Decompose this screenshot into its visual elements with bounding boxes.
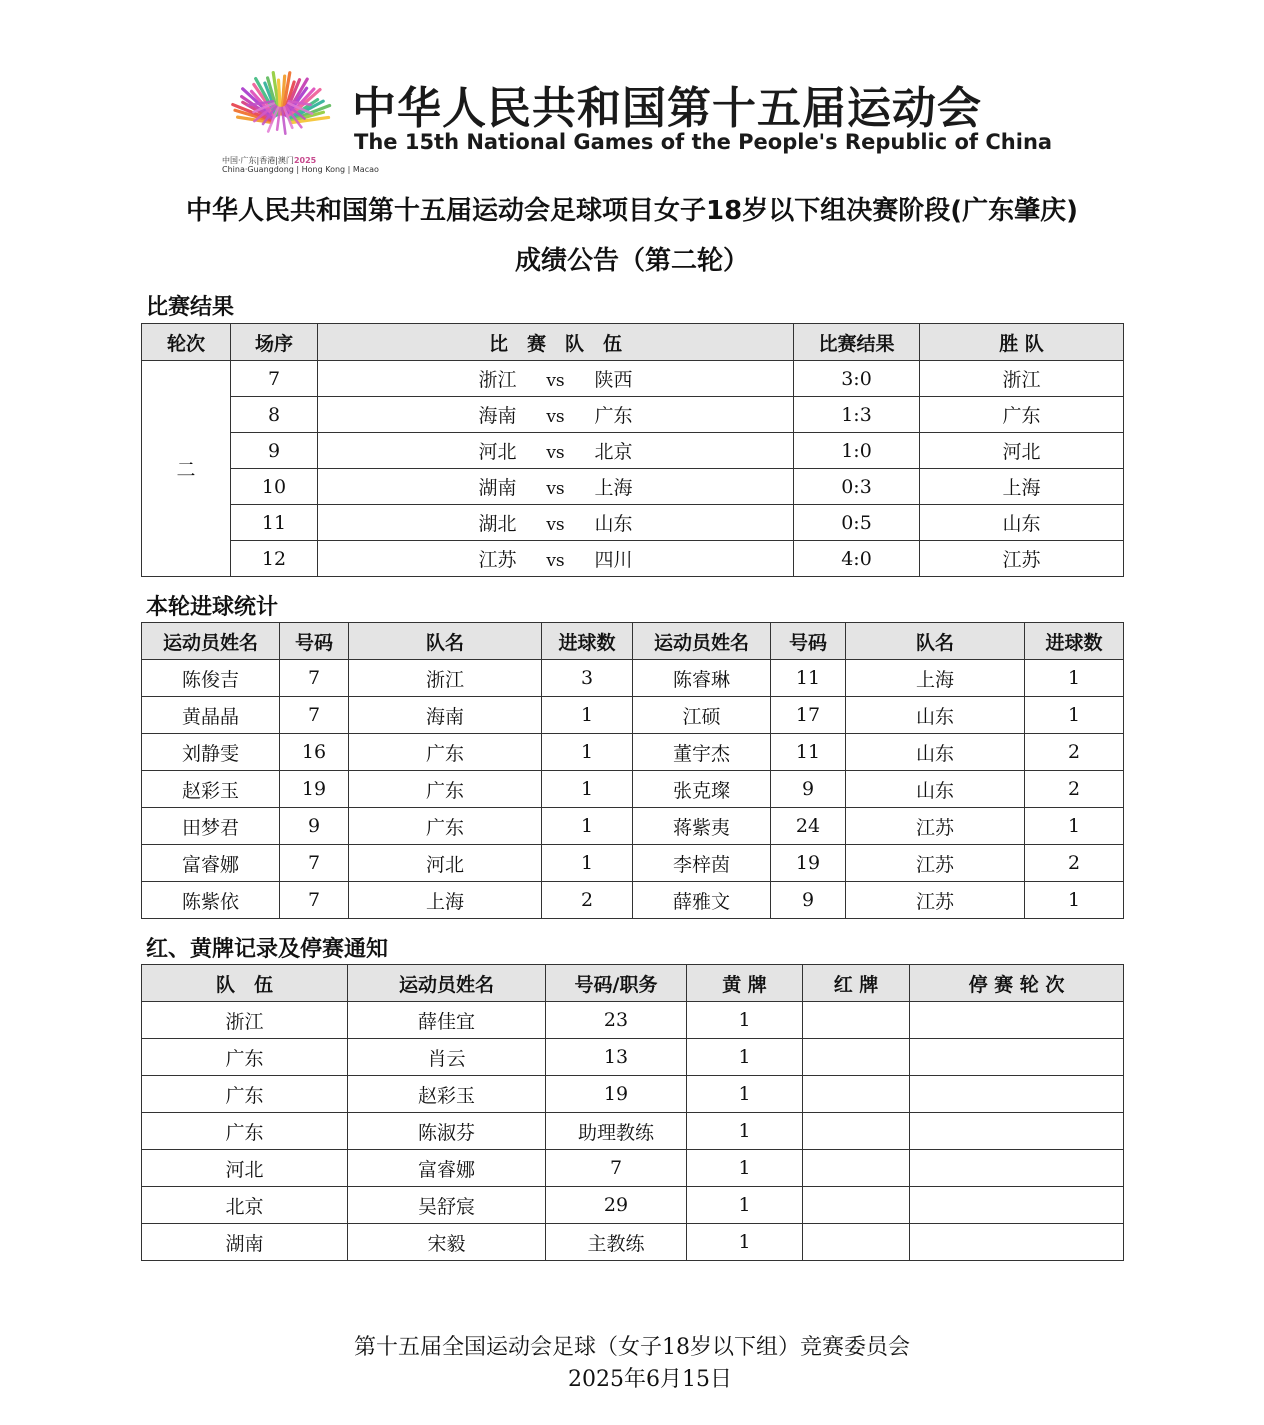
home-team: 海南 <box>478 405 517 427</box>
scorer-team: 广东 <box>349 808 542 845</box>
winning-team: 广东 <box>920 397 1124 433</box>
red-card-count <box>803 1039 910 1076</box>
winning-team: 上海 <box>920 469 1124 505</box>
red-card-count <box>803 1224 910 1261</box>
goal-count: 2 <box>1025 845 1124 882</box>
results-header-teams: 比 赛 队 伍 <box>318 324 794 361</box>
scorer-number: 19 <box>280 771 349 808</box>
away-team: 四川 <box>594 549 633 571</box>
cards-header-cell: 停 赛 轮 次 <box>910 965 1124 1002</box>
red-card-count <box>803 1150 910 1187</box>
scorer-name: 薛雅文 <box>633 882 771 919</box>
cards-header-cell: 黄 牌 <box>687 965 803 1002</box>
cards-row <box>142 1113 1124 1150</box>
cards-header-cell: 运动员姓名 <box>348 965 546 1002</box>
scorer-number: 7 <box>280 845 349 882</box>
vs-label: vs <box>546 551 565 571</box>
scorer-number: 9 <box>771 882 846 919</box>
results-row <box>142 433 1124 469</box>
red-card-count <box>803 1113 910 1150</box>
scorer-number: 24 <box>771 808 846 845</box>
cards-row <box>142 1076 1124 1113</box>
results-header-winner: 胜 队 <box>920 324 1124 361</box>
scorer-team: 河北 <box>349 845 542 882</box>
scorer-number: 7 <box>280 697 349 734</box>
match-number: 8 <box>231 397 318 433</box>
cards-row <box>142 1002 1124 1039</box>
goals-header-cell: 号码 <box>280 623 349 660</box>
goal-count: 1 <box>1025 808 1124 845</box>
yellow-card-count: 1 <box>687 1150 803 1187</box>
goals-row <box>142 808 1124 845</box>
suspension-rounds <box>910 1150 1124 1187</box>
scorer-number: 19 <box>771 845 846 882</box>
scorer-team: 海南 <box>349 697 542 734</box>
card-team: 广东 <box>142 1039 348 1076</box>
home-team: 湖南 <box>478 477 517 499</box>
card-player-name: 薛佳宜 <box>348 1002 546 1039</box>
match-number: 12 <box>231 541 318 577</box>
red-card-count <box>803 1187 910 1224</box>
scorer-team: 山东 <box>846 734 1025 771</box>
cards-row <box>142 1150 1124 1187</box>
results-header-score: 比赛结果 <box>794 324 920 361</box>
scorer-team: 江苏 <box>846 808 1025 845</box>
card-team: 湖南 <box>142 1224 348 1261</box>
goals-header-cell: 队名 <box>846 623 1025 660</box>
suspension-rounds <box>910 1187 1124 1224</box>
scorer-name: 蒋紫夷 <box>633 808 771 845</box>
scorer-name: 陈睿琳 <box>633 660 771 697</box>
match-score: 0:5 <box>794 505 920 541</box>
scorer-team: 山东 <box>846 771 1025 808</box>
yellow-card-count: 1 <box>687 1002 803 1039</box>
suspension-rounds <box>910 1002 1124 1039</box>
match-teams <box>318 361 794 397</box>
logo-english-title: The 15th National Games of the People's Republic of China <box>354 130 1053 154</box>
card-number-role: 23 <box>546 1002 687 1039</box>
scorer-team: 上海 <box>846 660 1025 697</box>
card-player-name: 宋毅 <box>348 1224 546 1261</box>
scorer-team: 广东 <box>349 771 542 808</box>
yellow-card-count: 1 <box>687 1187 803 1224</box>
vs-label: vs <box>546 371 565 391</box>
card-team: 北京 <box>142 1187 348 1224</box>
match-score: 3:0 <box>794 361 920 397</box>
logo-tag-year: 2025 <box>293 156 317 165</box>
results-row <box>142 469 1124 505</box>
scorer-name: 赵彩玉 <box>142 771 280 808</box>
card-number-role: 7 <box>546 1150 687 1187</box>
match-score: 1:0 <box>794 433 920 469</box>
scorer-name: 刘静雯 <box>142 734 280 771</box>
results-row <box>142 505 1124 541</box>
card-player-name: 肖云 <box>348 1039 546 1076</box>
goal-count: 2 <box>1025 771 1124 808</box>
card-team: 浙江 <box>142 1002 348 1039</box>
yellow-card-count: 1 <box>687 1113 803 1150</box>
round-cell: 二 <box>142 361 231 577</box>
yellow-card-count: 1 <box>687 1039 803 1076</box>
home-team: 浙江 <box>478 369 517 391</box>
home-team: 湖北 <box>478 513 517 535</box>
yellow-card-count: 1 <box>687 1076 803 1113</box>
yellow-card-count: 1 <box>687 1224 803 1261</box>
scorer-team: 浙江 <box>349 660 542 697</box>
goal-count: 2 <box>1025 734 1124 771</box>
cards-header-cell: 号码/职务 <box>546 965 687 1002</box>
results-header-row <box>142 324 1124 361</box>
committee-signature: 第十五届全国运动会足球（女子18岁以下组）竞赛委员会 <box>354 1335 910 1360</box>
card-team: 广东 <box>142 1113 348 1150</box>
vs-label: vs <box>546 443 565 463</box>
goals-row <box>142 845 1124 882</box>
winning-team: 浙江 <box>920 361 1124 397</box>
scorer-team: 江苏 <box>846 845 1025 882</box>
logo-chinese-title: 中华人民共和国第十五届运动会 <box>352 83 982 134</box>
scorer-number: 9 <box>771 771 846 808</box>
match-number: 7 <box>231 361 318 397</box>
goal-count: 1 <box>542 734 633 771</box>
goals-row <box>142 660 1124 697</box>
scorer-name: 田梦君 <box>142 808 280 845</box>
away-team: 北京 <box>594 441 633 463</box>
card-number-role: 19 <box>546 1076 687 1113</box>
match-score: 1:3 <box>794 397 920 433</box>
results-row <box>142 541 1124 577</box>
winning-team: 河北 <box>920 433 1124 469</box>
card-number-role: 主教练 <box>546 1224 687 1261</box>
goals-row <box>142 697 1124 734</box>
goal-count: 1 <box>1025 697 1124 734</box>
results-header-match: 场序 <box>231 324 318 361</box>
scorer-name: 张克璨 <box>633 771 771 808</box>
match-number: 10 <box>231 469 318 505</box>
match-teams <box>318 433 794 469</box>
cards-header-cell: 队 伍 <box>142 965 348 1002</box>
goals-header-cell: 运动员姓名 <box>142 623 280 660</box>
away-team: 广东 <box>594 405 633 427</box>
scorer-name: 陈俊吉 <box>142 660 280 697</box>
suspension-rounds <box>910 1224 1124 1261</box>
scorer-number: 16 <box>280 734 349 771</box>
card-team: 广东 <box>142 1076 348 1113</box>
logo-tag-cn: 中国·广东|香港|澳门 <box>222 156 294 165</box>
goals-section-title: 本轮进球统计 <box>146 595 279 620</box>
scorer-name: 富睿娜 <box>142 845 280 882</box>
goal-count: 1 <box>542 845 633 882</box>
goals-header-row <box>142 623 1124 660</box>
match-teams <box>318 397 794 433</box>
cards-row <box>142 1224 1124 1261</box>
cards-header-cell: 红 牌 <box>803 965 910 1002</box>
scorer-number: 7 <box>280 882 349 919</box>
scorer-team: 江苏 <box>846 882 1025 919</box>
goal-count: 2 <box>542 882 633 919</box>
card-number-role: 29 <box>546 1187 687 1224</box>
scorer-number: 9 <box>280 808 349 845</box>
logo-tagline <box>222 156 379 174</box>
away-team: 上海 <box>594 477 633 499</box>
goals-header-cell: 运动员姓名 <box>633 623 771 660</box>
goal-count: 1 <box>542 697 633 734</box>
goals-table <box>141 622 1124 919</box>
match-teams <box>318 541 794 577</box>
goals-row <box>142 771 1124 808</box>
match-score: 0:3 <box>794 469 920 505</box>
red-card-count <box>803 1002 910 1039</box>
cards-header-row <box>142 965 1124 1002</box>
match-teams <box>318 505 794 541</box>
results-header-round: 轮次 <box>142 324 231 361</box>
match-number: 11 <box>231 505 318 541</box>
winning-team: 江苏 <box>920 541 1124 577</box>
goals-header-cell: 队名 <box>349 623 542 660</box>
cards-row <box>142 1039 1124 1076</box>
scorer-team: 上海 <box>349 882 542 919</box>
document-subtitle: 成绩公告（第二轮） <box>514 246 749 276</box>
goal-count: 1 <box>1025 660 1124 697</box>
cards-section-title: 红、黄牌记录及停赛通知 <box>146 937 389 962</box>
home-team: 河北 <box>478 441 517 463</box>
goals-header-cell: 号码 <box>771 623 846 660</box>
goals-row <box>142 882 1124 919</box>
card-player-name: 吴舒宸 <box>348 1187 546 1224</box>
goal-count: 3 <box>542 660 633 697</box>
vs-label: vs <box>546 479 565 499</box>
scorer-team: 广东 <box>349 734 542 771</box>
document-title: 中华人民共和国第十五届运动会足球项目女子18岁以下组决赛阶段(广东肇庆) <box>186 196 1078 226</box>
card-team: 河北 <box>142 1150 348 1187</box>
results-section-title: 比赛结果 <box>146 295 235 320</box>
away-team: 陕西 <box>594 369 633 391</box>
match-number: 9 <box>231 433 318 469</box>
scorer-name: 董宇杰 <box>633 734 771 771</box>
results-table <box>141 323 1124 577</box>
scorer-name: 陈紫依 <box>142 882 280 919</box>
vs-label: vs <box>546 515 565 535</box>
vs-label: vs <box>546 407 565 427</box>
results-row <box>142 361 1124 397</box>
issue-date: 2025年6月15日 <box>568 1367 732 1392</box>
results-row <box>142 397 1124 433</box>
suspension-rounds <box>910 1076 1124 1113</box>
games-logo <box>222 62 1062 180</box>
scorer-name: 李梓茵 <box>633 845 771 882</box>
goal-count: 1 <box>1025 882 1124 919</box>
card-player-name: 富睿娜 <box>348 1150 546 1187</box>
scorer-team: 山东 <box>846 697 1025 734</box>
match-teams <box>318 469 794 505</box>
match-score: 4:0 <box>794 541 920 577</box>
red-card-count <box>803 1076 910 1113</box>
scorer-name: 江硕 <box>633 697 771 734</box>
goals-header-cell: 进球数 <box>1025 623 1124 660</box>
card-player-name: 赵彩玉 <box>348 1076 546 1113</box>
cards-table <box>141 964 1124 1261</box>
logo-tag-en: China·Guangdong | Hong Kong | Macao <box>222 165 379 174</box>
suspension-rounds <box>910 1113 1124 1150</box>
winning-team: 山东 <box>920 505 1124 541</box>
scorer-number: 17 <box>771 697 846 734</box>
goals-row <box>142 734 1124 771</box>
card-player-name: 陈淑芬 <box>348 1113 546 1150</box>
goal-count: 1 <box>542 771 633 808</box>
card-number-role: 助理教练 <box>546 1113 687 1150</box>
home-team: 江苏 <box>478 549 517 571</box>
suspension-rounds <box>910 1039 1124 1076</box>
cards-row <box>142 1187 1124 1224</box>
goals-header-cell: 进球数 <box>542 623 633 660</box>
scorer-name: 黄晶晶 <box>142 697 280 734</box>
goal-count: 1 <box>542 808 633 845</box>
scorer-number: 7 <box>280 660 349 697</box>
scorer-number: 11 <box>771 660 846 697</box>
card-number-role: 13 <box>546 1039 687 1076</box>
scorer-number: 11 <box>771 734 846 771</box>
away-team: 山东 <box>594 513 633 535</box>
